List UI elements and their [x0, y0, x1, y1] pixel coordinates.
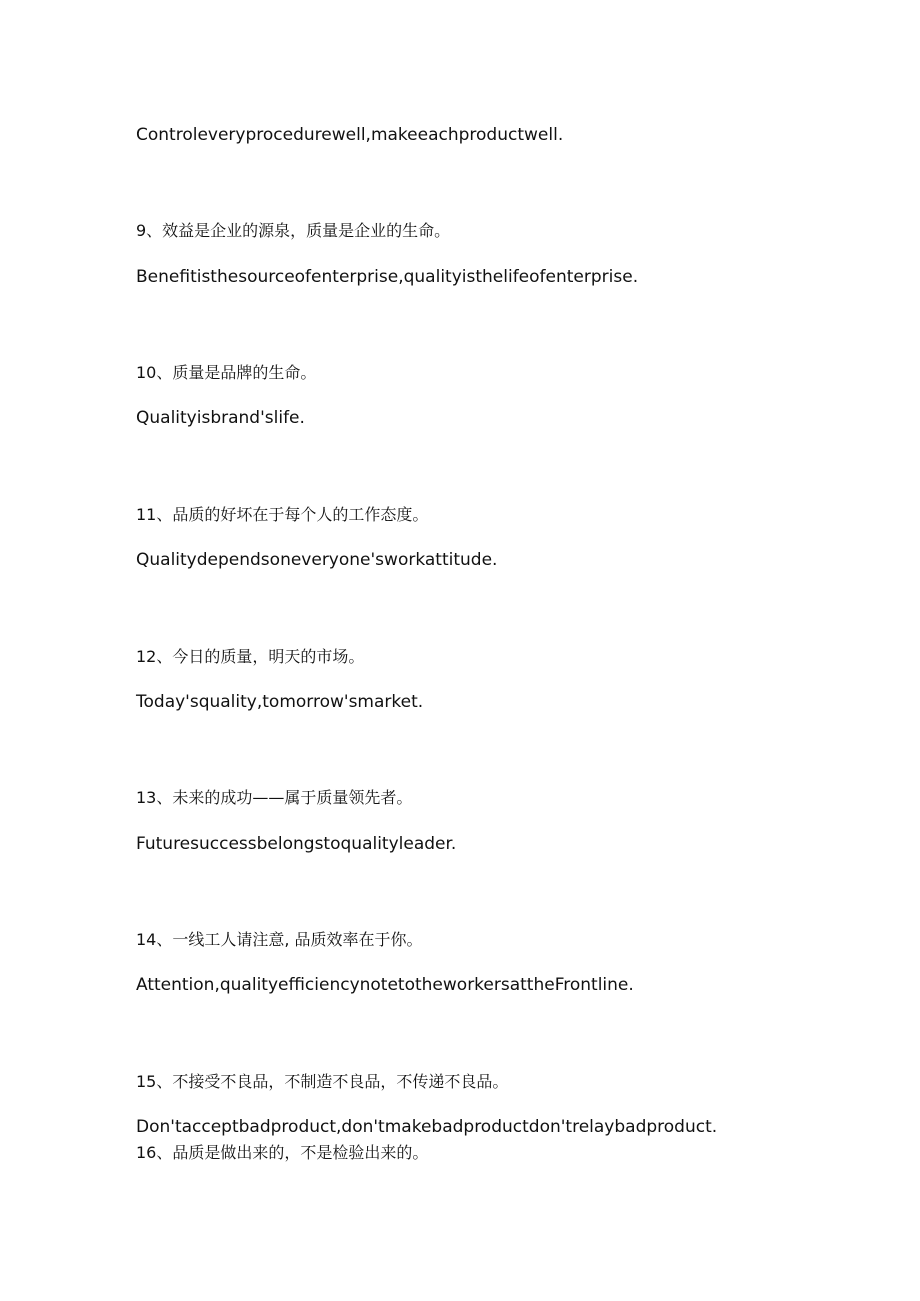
translation-line: Qualitydependsoneveryone'sworkattitude. [136, 550, 498, 570]
slogan-heading: 9、效益是企业的源泉，质量是企业的生命。 [136, 221, 451, 240]
slogan-heading: 10、质量是品牌的生命。 [136, 363, 317, 382]
translation-line: Qualityisbrand'slife. [136, 408, 305, 428]
slogan-heading: 15、不接受不良品，不制造不良品，不传递不良品。 [136, 1072, 509, 1091]
translation-line: Today'squality,tomorrow'smarket. [136, 692, 424, 712]
slogan-heading: 14、一线工人请注意, 品质效率在于你。 [136, 930, 423, 949]
translation-line: Controleveryprocedurewell,makeeachproductwell. [136, 125, 564, 145]
translation-line: Attention,qualityefficiencynotetotheworkersattheFrontline. [136, 975, 634, 995]
slogan-heading: 16、品质是做出来的，不是检验出来的。 [136, 1143, 429, 1162]
translation-line: Futuresuccessbelongstoqualityleader. [136, 834, 457, 854]
translation-line: Don'tacceptbadproduct,don'tmakebadproductdon'trelaybadproduct. [136, 1117, 718, 1137]
slogan-heading: 13、未来的成功——属于质量领先者。 [136, 788, 413, 807]
slogan-heading: 12、今日的质量，明天的市场。 [136, 647, 365, 666]
translation-line: Benefitisthesourceofenterprise,qualityisthelifeofenterprise. [136, 267, 639, 287]
slogan-heading: 11、品质的好坏在于每个人的工作态度。 [136, 505, 429, 524]
